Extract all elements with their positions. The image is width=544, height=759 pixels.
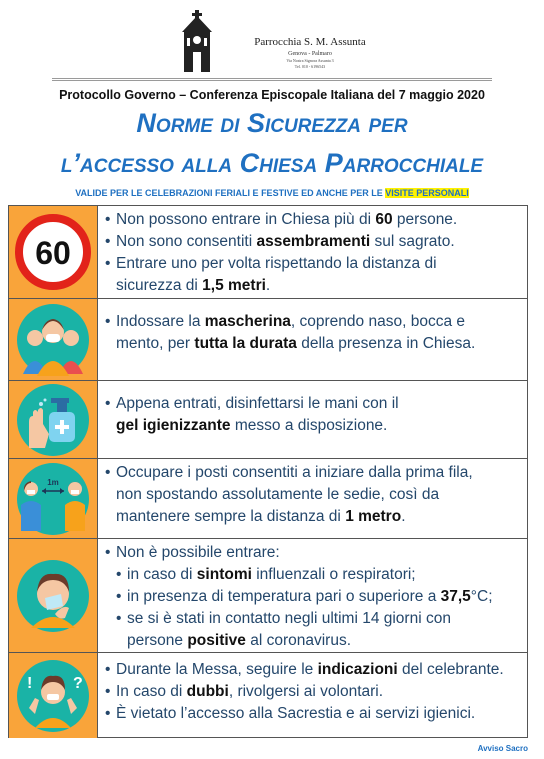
list-item: non spostando assolutamente le sedie, così da — [116, 486, 440, 503]
list-item: • in caso di sintomi influenzali o respiratori; — [105, 564, 521, 586]
title-part: Sicurezza per — [246, 108, 408, 138]
title-part: Norme di — [136, 108, 240, 138]
rule-text — [105, 209, 521, 297]
question-person-icon — [15, 658, 91, 734]
title-part: l’accesso alla — [60, 148, 233, 178]
list-item: • Non è possibile entrare: — [105, 542, 521, 564]
speed-limit-number: 60 — [35, 235, 71, 271]
rule-text — [105, 393, 521, 437]
parish-name: Parrocchia S. M. Assunta — [254, 36, 366, 48]
list-item: mento, per tutta la durata della presenza in Chiesa. — [116, 335, 476, 352]
icon-cell — [9, 539, 98, 653]
page-title-line1 — [0, 108, 544, 139]
svg-text:?: ? — [73, 674, 83, 692]
rule-text — [105, 542, 521, 652]
people-mask-icon — [15, 302, 91, 378]
rule-row-distance — [9, 458, 527, 539]
list-item: • Non sono consentiti assembramenti sul sagrato. — [105, 231, 521, 253]
list-item: • in presenza di temperatura pari o superiore a 37,5°C; — [105, 586, 521, 608]
divider — [52, 78, 492, 79]
list-item: • Appena entrati, disinfettarsi le mani con il — [105, 393, 521, 415]
distance-label: 1m — [47, 478, 59, 487]
hand-sanitizer-icon — [15, 382, 91, 458]
list-item: • È vietato l’accesso alla Sacrestia e ai servizi igienici. — [105, 703, 521, 725]
rule-row-mask — [9, 298, 527, 381]
rule-text — [105, 311, 521, 355]
parish-info — [225, 36, 395, 69]
list-item: • Occupare i posti consentiti a iniziare dalla prima fila, — [105, 462, 521, 484]
title-part: Chiesa Parrocchiale — [239, 148, 484, 178]
icon-cell — [9, 459, 98, 539]
header — [0, 0, 544, 80]
rule-text — [105, 659, 521, 725]
list-item: • Durante la Messa, seguire le indicazioni del celebrante. — [105, 659, 521, 681]
parish-phone: Tel. 010 - 6196543 — [294, 64, 326, 69]
page-title-line2 — [0, 148, 544, 179]
speed-limit-icon — [15, 214, 91, 290]
divider — [52, 80, 492, 81]
icon-cell — [9, 206, 98, 298]
list-item: • Non possono entrare in Chiesa più di 60 persone. — [105, 209, 521, 231]
subtitle — [0, 188, 544, 198]
subtitle-highlight: VISITE PERSONALI — [385, 188, 469, 198]
rule-row-symptoms — [9, 538, 527, 653]
rules-table — [8, 205, 528, 738]
subtitle-text: VALIDE PER LE CELEBRAZIONI FERIALI E FESTIVE ED ANCHE PER LE — [75, 188, 386, 198]
rule-row-capacity — [9, 206, 527, 298]
icon-cell — [9, 299, 98, 381]
parish-address: Via Nostra Signora Assunta 3 — [286, 58, 334, 63]
church-icon — [178, 10, 216, 74]
svg-text:!: ! — [27, 674, 33, 692]
list-item: gel igienizzante messo a disposizione. — [116, 417, 388, 434]
list-item: mantenere sempre la distanza di 1 metro. — [116, 508, 406, 525]
rule-row-sanitizer — [9, 380, 527, 459]
sick-person-icon — [15, 558, 91, 634]
icon-cell — [9, 653, 98, 738]
social-distance-icon — [15, 461, 91, 537]
list-item: • Indossare la mascherina, coprendo naso, bocca e — [105, 311, 521, 333]
list-item: • Entrare uno per volta rispettando la distanza di — [105, 253, 521, 275]
list-item: sicurezza di 1,5 metri. — [116, 277, 271, 294]
icon-cell — [9, 381, 98, 459]
list-item: • se si è stati in contatto negli ultimi 14 giorni con — [105, 608, 521, 630]
list-item: persone positive al coronavirus. — [127, 632, 352, 649]
list-item: • In caso di dubbi, rivolgersi ai volontari. — [105, 681, 521, 703]
rule-text — [105, 462, 521, 528]
parish-place: Genova - Palmaro — [288, 51, 332, 57]
protocol-line: Protocollo Governo – Conferenza Episcopale Italiana del 7 maggio 2020 — [59, 88, 485, 102]
rule-row-conduct — [9, 652, 527, 738]
footer-label: Avviso Sacro — [477, 744, 528, 753]
